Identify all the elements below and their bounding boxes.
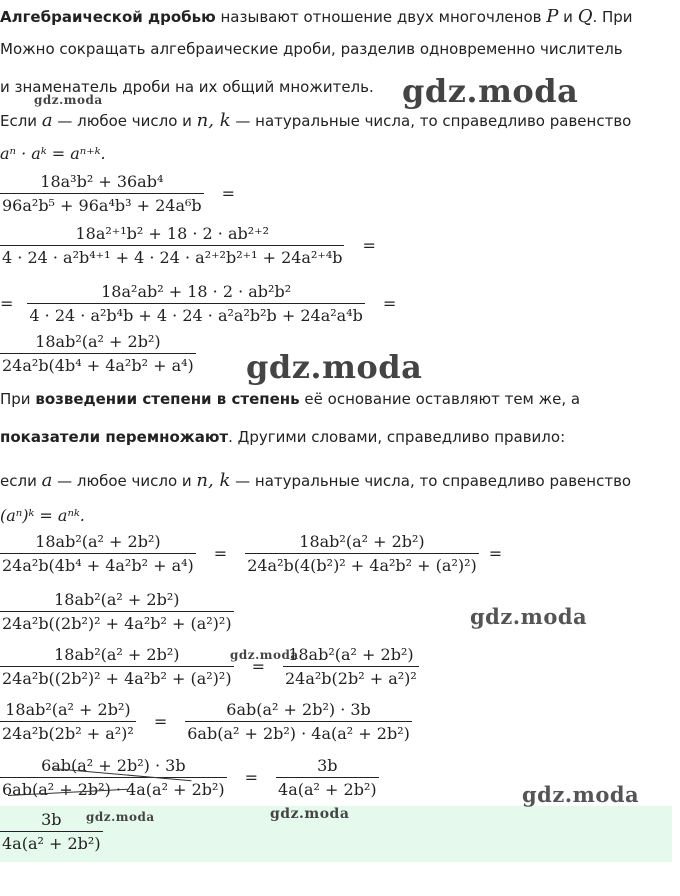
equation-step-4: $\frac{\text{18ab²(a² + 2b²)}}{\text{24a²b(4b⁴ + 4a²b² + a⁴)}}$	[2, 332, 194, 375]
equation-step-8: $\frac{\text{18ab²(a² + 2b²)}}{\text{24a²b(2b² + a²)²}}$ = $\frac{\text{6ab(a² + 2b²) · 3b}}{\text{6ab(a² + 2b²) · 4a(a² + 2b²)}}$	[2, 700, 410, 743]
watermark: gdz.moda	[522, 782, 640, 807]
paragraph-power-condition: если a — любое число и n, k — натуральные числа, то справедливо равенство	[0, 470, 632, 491]
equation-step-1: $\frac{\text{18a³b² + 36ab⁴}}{\text{96a²b⁵ + 96a⁴b³ + 24a⁶b}}$ =	[2, 172, 236, 215]
equation-step-6: $\frac{\text{18ab²(a² + 2b²)}}{\text{24a²b((2b²)² + 4a²b² + (a²)²)}}$	[2, 590, 232, 633]
watermark: gdz.moda	[230, 648, 299, 662]
equation-step-7: $\frac{\text{18ab²(a² + 2b²)}}{\text{24a²b((2b²)² + 4a²b² + (a²)²)}}$ = $\frac{\text{18ab²(a² + 2b²)}}{\text{24a²b(2b² + a²)²}}$	[2, 645, 417, 688]
watermark: gdz.moda	[246, 348, 423, 386]
paragraph-definition: Алгебраической дробью называют отношение двух многочленов P и Q. При	[0, 6, 633, 27]
watermark: gdz.moda	[402, 72, 579, 110]
final-answer: $\frac{3b}{\text{4a(a² + 2b²)}}$	[2, 810, 101, 853]
paragraph-product-rule: Если a — любое число и n, k — натуральные числа, то справедливо равенство	[0, 110, 632, 131]
equation-step-9: $\frac{\text{6ab(a² + 2b²) · 3b}}{\text{6ab(a² + 2b²) · 4a(a² + 2b²)}}$ = $\frac{3b}{\text{4a(a² + 2b²)}}$	[2, 756, 377, 799]
paragraph-reduce: Можно сокращать алгебраические дроби, разделив одновременно числитель	[0, 40, 623, 58]
equation-step-2: $\frac{\text{18a²⁺¹b² + 18 · 2 · ab²⁺²}}{\text{4 · 24 · a²b⁴⁺¹ + 4 · 24 · a²⁺²b²⁺¹ + 24a²⁺⁴b}}$ =	[2, 224, 376, 267]
watermark: gdz.moda	[86, 810, 155, 824]
watermark: gdz.moda	[34, 93, 103, 107]
equation-step-5: $\frac{\text{18ab²(a² + 2b²)}}{\text{24a²b(4b⁴ + 4a²b² + a⁴)}}$ = $\frac{\text{18ab²(a² + 2b²)}}{\text{24a²b(4(b²)² + 4a²b² + (a²)²)}}$ =	[2, 532, 503, 575]
term-algebraic-fraction: Алгебраической дробью	[0, 8, 216, 26]
watermark: gdz.moda	[470, 604, 588, 629]
paragraph-power-rule-cont: показатели перемножают. Другими словами, справедливо правило:	[0, 428, 566, 446]
rule-power: (aⁿ)ᵏ = aⁿᵏ.	[0, 506, 85, 525]
rule-product: aⁿ · aᵏ = aⁿ⁺ᵏ.	[0, 144, 106, 163]
watermark: gdz.moda	[270, 806, 350, 822]
equation-step-3: = $\frac{\text{18a²ab² + 18 · 2 · ab²b²}}{\text{4 · 24 · a²b⁴b + 4 · 24 · a²a²b²b + 24a²a⁴b}}$ =	[0, 282, 397, 325]
paragraph-reduce-cont: и знаменатель дроби на их общий множитель.	[0, 78, 374, 96]
paragraph-power-rule: При возведении степени в степень её основание оставляют тем же, а	[0, 390, 581, 408]
